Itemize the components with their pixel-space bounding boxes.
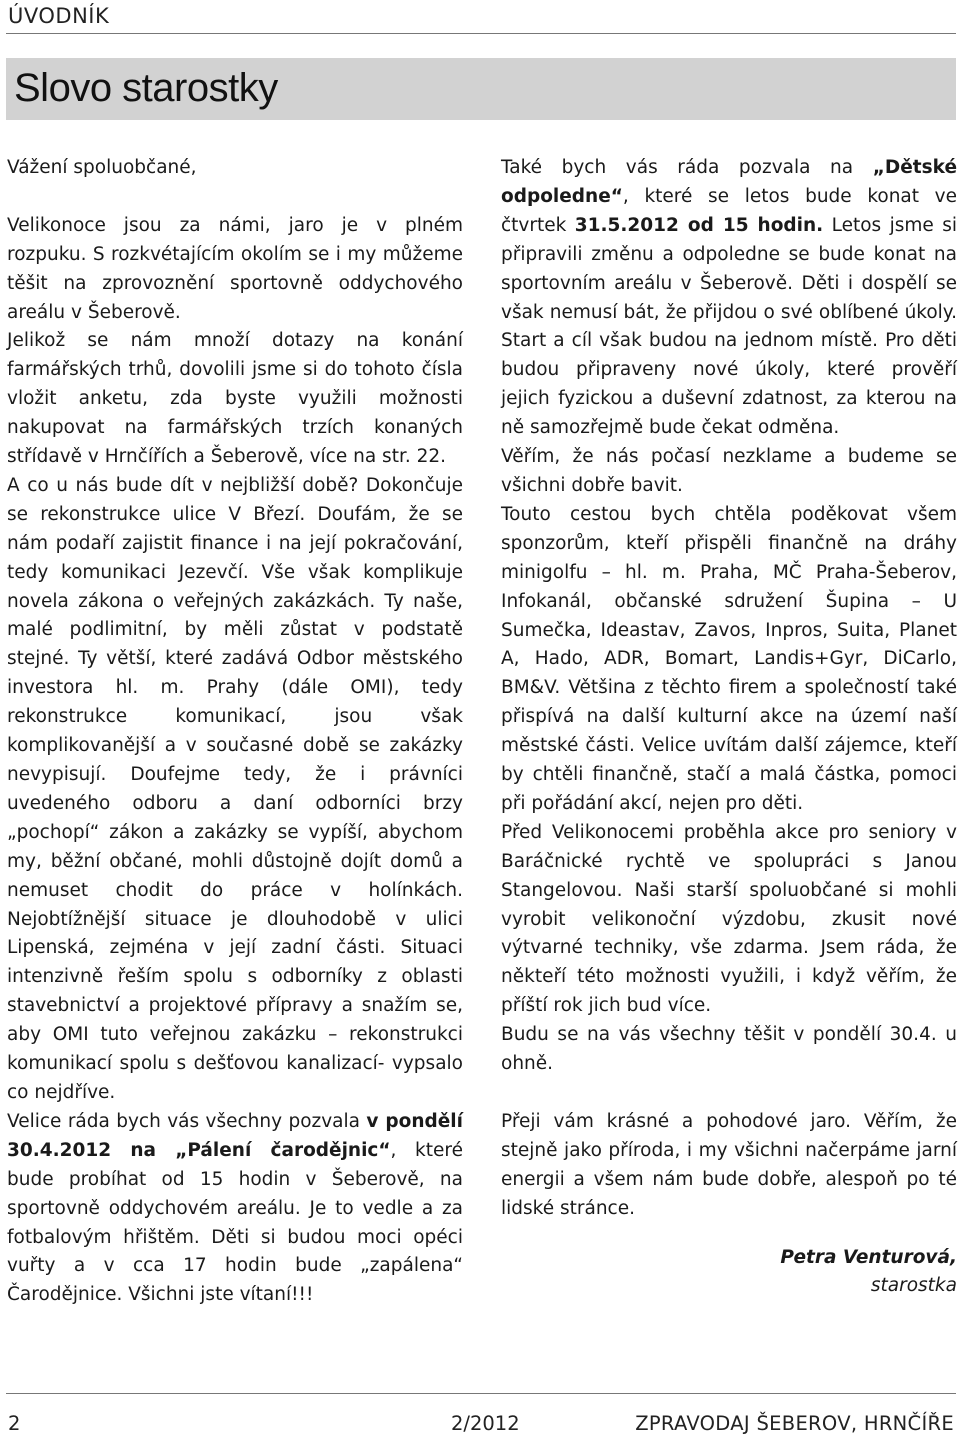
paragraph: Jelikož se nám množí dotazy na konání farmářských trhů, dovolili jsme si do tohoto čísla vložit anketu, zda byste využili možnosti nakupovat na farmářských trzích konaných střídavě v Hrnčířích a Šeberově, více na str. 22. (7, 330, 463, 468)
masthead: ZPRAVODAJ ŠEBEROV, HRNČÍŘE (635, 1412, 954, 1435)
paragraph: Přeji vám krásné a pohodové jaro. Věřím, že stejně jako příroda, i my všichni načerpáme jarní energii a všem nám bude dobře, alespoň po té lidské stránce. (501, 1110, 957, 1219)
text-run: Letos jsme si připravili změnu a odpoledne se bude konat na sportovním areálu v Šeberově. Děti i dospělí se však nemusí bát, že přijdou o své oblíbené úkoly. Start a cíl však budou na jednom místě. Pro děti budou připraveny nové úkoly, které prověří jejich fyzickou a duševní zdatnost, za kterou na ně samozřejmě bude čekat odměna. (501, 214, 957, 439)
page-title: Slovo starostky (14, 66, 278, 110)
signature-role: starostka (870, 1275, 957, 1297)
section-label: ÚVODNÍK (8, 4, 110, 28)
paragraph-gap (7, 183, 463, 212)
paragraph: A co u nás bude dít v nejbližší době? Dokončuje se rekonstrukce ulice V Březí. Doufám, že se nám podaří zajistit finance i na její pokračování, tedy komunikaci Jezevčí. Vše však komplikuje novela zákona o veřejných zakázkách. Ty naše, malé podlimitní, by měli zůstat v podstatě stejné. Ty větší, které zadává Odbor městského investora hl. m. Prahy (dále OMI), tedy rekonstrukce komunikací, jsou však komplikovanější a v současné době se zakázky nevypisují. Doufejme tedy, že i právníci uvedeného odboru a daní odborníci brzy „pochopí“ zákon a zakázky se vypíší, abychom my, běžní občané, mohli důstojně dojít domů a nemuset chodit do práce v holínkách. Nejobtížnější situace je dlouhodobě v ulici Lipenská, zejména v její zadní části. Situaci intenzivně řeším spolu s odborníky z oblasti stavebnictví a projektové přípravy a snažím se, aby OMI tuto veřejnou zakázku – rekonstrukci komunikací spolu s dešťovou kanalizací- vypsalo co nejdříve. (7, 474, 463, 1103)
paragraph: Velikonoce jsou za námi, jaro je v plném rozpuku. S rozkvétajícím okolím se i my můžeme těšit na zprovoznění sportovně oddychového areálu v Šeberově. (7, 214, 463, 323)
text-run: , které se letos bude konat ve čtvrtek (501, 185, 957, 236)
paragraph: Před Velikonocemi proběhla akce pro seniory v Baráčnické rychtě ve spolupráci s Janou Stangelovou. Naši starší spoluobčané si mohli vyrobit velikonoční výzdobu, zkusit nové výtvarné techniky, vše zdarma. Jsem ráda, že někteří této možnosti využili, i když věřím, že příští rok jich bud více. (501, 821, 957, 1017)
event-date-bold: 31.5.2012 od 15 hodin. (574, 214, 824, 236)
footer (6, 1412, 956, 1442)
title-banner (6, 58, 956, 120)
paragraph: Věřím, že nás počasí nezklame a budeme se všichni dobře bavit. (501, 446, 957, 496)
event-date-bold: v pondělí 30.4.2012 na „Pálení čarodějnic“ (7, 1110, 463, 1161)
text-run: , které bude probíhat od 15 hodin v Šeberově, na sportovně oddychovém areálu. Je to vedle a za fotbalovým hřištěm. Děti si budou moci opéci vuřty a v cca 17 hodin bude „zapálena“ Čarodějnice. Všichni jste vítaní!!! (7, 1139, 463, 1306)
event-name-bold: „Dětské odpoledne“ (501, 157, 957, 207)
paragraph-gap (501, 1079, 957, 1108)
issue-number: 2/2012 (451, 1412, 520, 1435)
paragraph-invitation (501, 154, 957, 443)
right-column (501, 154, 957, 1301)
page-number: 2 (8, 1412, 21, 1435)
footer-divider (6, 1393, 956, 1394)
signature (501, 1244, 957, 1302)
left-column (7, 154, 463, 1310)
salutation: Vážení spoluobčané, (7, 157, 197, 178)
paragraph: Budu se na vás všechny těšit v pondělí 30.4. u ohně. (501, 1024, 957, 1075)
paragraph-invitation (7, 1108, 463, 1310)
text-run: Také bych vás ráda pozvala na (501, 157, 873, 178)
text-run: Velice ráda bych vás všechny pozvala (7, 1110, 367, 1132)
section-divider (6, 33, 956, 34)
paragraph: Touto cestou bych chtěla poděkovat všem sponzorům, kteří přispěli finančně na dráhy minigolfu – hl. m. Praha, MČ Praha-Šeberov, Infokanál, občanské sdružení Šupina – U Sumečka, Ideastav, Zavos, Inpros, Suita, Planet A, Hado, ADR, Bomart, Landis+Gyr, DiCarlo, BM&V. Většina z těchto firem a společností také přispívá na další kulturní akce na území naší městské části. Velice uvítám další zájemce, kteří by chtěli finančně, stačí a malá částka, pomoci při pořádání akcí, nejen pro děti. (501, 503, 957, 814)
signature-name: Petra Venturová, (780, 1246, 957, 1268)
